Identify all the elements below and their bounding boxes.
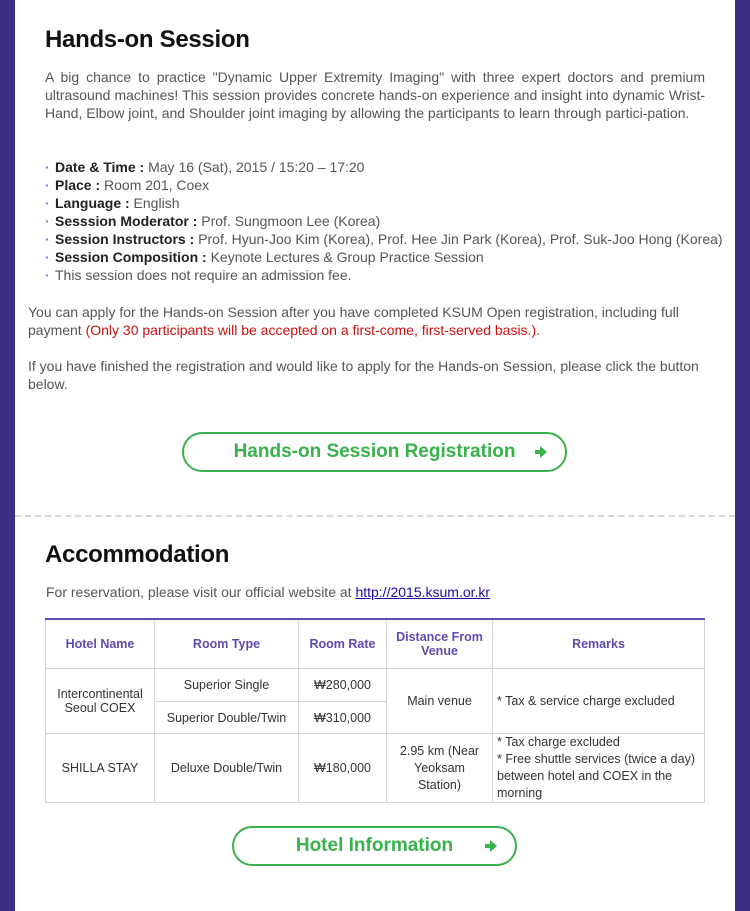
- section-divider: [15, 515, 735, 517]
- header-distance: Distance From Venue: [387, 619, 493, 669]
- capacity-warning: (Only 30 participants will be accepted on a first-come, first-served basis.): [85, 322, 537, 338]
- detail-admission-fee: · This session does not require an admission fee.: [45, 267, 352, 283]
- room-rate-cell: ₩280,000: [299, 669, 387, 702]
- bullet-icon: ·: [45, 249, 50, 265]
- reservation-text: For reservation, please visit our official website at http://2015.ksum.or.kr: [46, 584, 491, 600]
- handson-intro: A big chance to practice "Dynamic Upper Extremity Imaging" with three expert doctors and premium ultrasound machines! This session provides concrete hands-on experience and insight into dynamic Wrist-Hand, Elbow joint, and Shoulder joint imaging by allowing the participants to learn through partici-pation.: [45, 69, 705, 121]
- hotel-information-button[interactable]: [232, 826, 517, 866]
- handson-title: Hands-on Session: [45, 26, 250, 53]
- handson-registration-button[interactable]: [182, 432, 567, 472]
- handson-registration-label: Hands-on Session Registration: [233, 441, 516, 462]
- distance-cell: 2.95 km (Near Yeoksam Station): [387, 734, 493, 803]
- detail-composition: · Session Composition : Keynote Lectures & Group Practice Session: [45, 249, 484, 265]
- detail-language: · Language : English: [45, 195, 180, 211]
- hotel-name-cell: Intercontinental Seoul COEX: [46, 669, 155, 734]
- hotel-name-cell: SHILLA STAY: [46, 734, 155, 803]
- room-rate-cell: ₩180,000: [299, 734, 387, 803]
- arrow-right-icon: [535, 446, 547, 458]
- header-room-type: Room Type: [155, 619, 299, 669]
- table-header-row: [46, 619, 705, 669]
- table-row: [46, 669, 705, 702]
- header-room-rate: Room Rate: [299, 619, 387, 669]
- distance-cell: Main venue: [387, 669, 493, 734]
- header-remarks: Remarks: [493, 619, 705, 669]
- finished-registration-text: If you have finished the registration and would like to apply for the Hands-on Session, please click the button below.: [28, 358, 699, 392]
- detail-place: · Place : Room 201, Coex: [45, 177, 210, 193]
- bullet-icon: ·: [45, 159, 50, 175]
- arrow-right-icon: [485, 840, 497, 852]
- bullet-icon: ·: [45, 213, 50, 229]
- detail-moderator: · Sesssion Moderator : Prof. Sungmoon Lee (Korea): [45, 213, 381, 229]
- apply-notice: You can apply for the Hands-on Session after you have completed KSUM Open registration, including full payment (Only 30 participants will be accepted on a first-come, first-served basis.).: [28, 304, 679, 338]
- header-hotel-name: Hotel Name: [46, 619, 155, 669]
- content-panel: [15, 0, 735, 911]
- hotel-table: [45, 618, 705, 803]
- detail-date-time: · Date & Time : May 16 (Sat), 2015 / 15:20 – 17:20: [45, 159, 365, 175]
- room-type-cell: Superior Single: [155, 669, 299, 702]
- bullet-icon: ·: [45, 231, 50, 247]
- hotel-information-label: Hotel Information: [295, 835, 454, 856]
- official-website-link[interactable]: http://2015.ksum.or.kr: [355, 584, 491, 600]
- room-rate-cell: ₩310,000: [299, 702, 387, 734]
- remarks-cell: * Tax charge excluded * Free shuttle services (twice a day) between hotel and COEX in the morning: [493, 734, 705, 803]
- accommodation-title: Accommodation: [45, 541, 230, 568]
- bullet-icon: ·: [45, 177, 50, 193]
- bullet-icon: ·: [45, 267, 50, 283]
- room-type-cell: Superior Double/Twin: [155, 702, 299, 734]
- handson-details-list: [45, 158, 723, 284]
- detail-instructors: · Session Instructors : Prof. Hyun-Joo Kim (Korea), Prof. Hee Jin Park (Korea), Prof. Suk-Joo Hong (Korea): [45, 231, 723, 247]
- room-type-cell: Deluxe Double/Twin: [155, 734, 299, 803]
- bullet-icon: ·: [45, 195, 50, 211]
- remarks-cell: * Tax & service charge excluded: [493, 669, 705, 734]
- table-row: [46, 734, 705, 803]
